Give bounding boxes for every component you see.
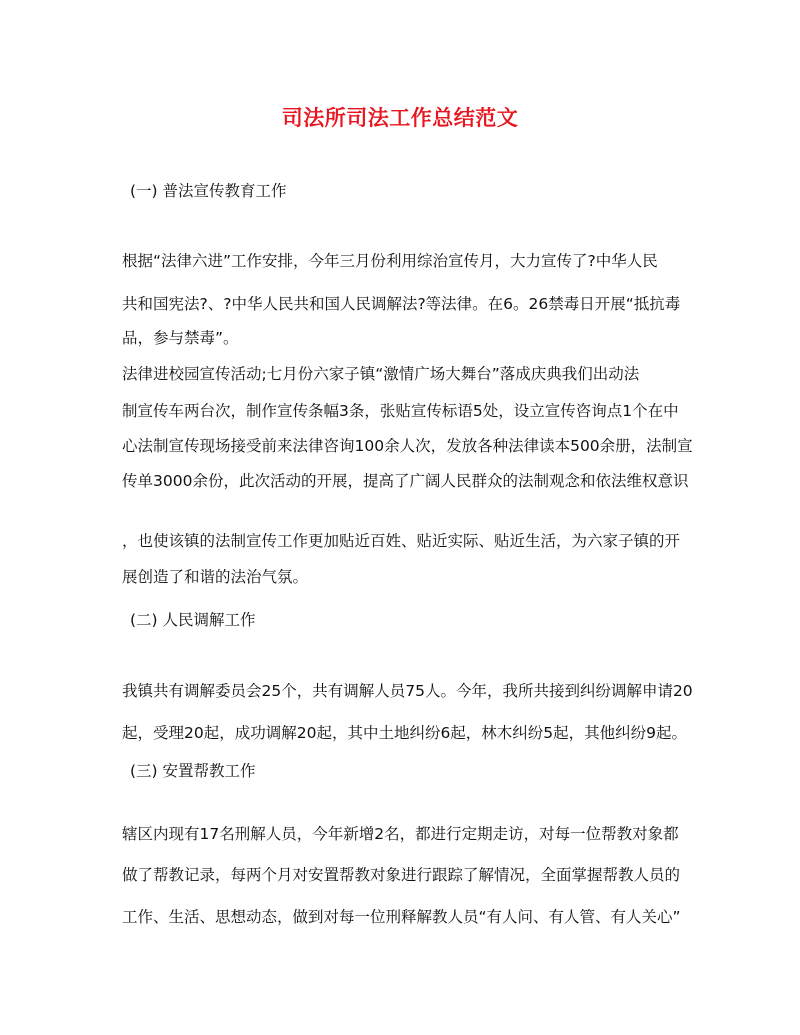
paragraph-line: 工作、生活、思想动态，做到对每一位刑释解教人员“有人问、有人管、有人关心” <box>122 908 681 926</box>
paragraph-line: 展创造了和谐的法治气氛。 <box>122 568 309 586</box>
paragraph-line: 法律进校园宣传活动;七月份六家子镇“激情广场大舞台”落成庆典我们出动法 <box>122 365 640 383</box>
document-title: 司法所司法工作总结范文 <box>281 106 519 130</box>
paragraph-line: 共和国宪法?、?中华人民共和国人民调解法?等法律。在6。26禁毒日开展“抵抗毒 <box>122 295 681 313</box>
section-heading-2: (二) 人民调解工作 <box>130 611 256 629</box>
section-heading-1: (一) 普法宣传教育工作 <box>130 182 287 200</box>
paragraph-line: 品，参与禁毒”。 <box>122 329 239 347</box>
section-heading-3: (三) 安置帮教工作 <box>130 762 256 780</box>
paragraph-line: 起，受理20起，成功调解20起，其中土地纠纷6起，林木纠纷5起，其他纠纷9起。 <box>122 724 688 742</box>
paragraph-line: 根据“法律六进”工作安排，今年三月份利用综治宣传月，大力宣传了?中华人民 <box>122 252 658 270</box>
paragraph-line: 我镇共有调解委员会25个，共有调解人员75人。今年，我所共接到纠纷调解申请20 <box>122 682 693 700</box>
paragraph-line: ，也使该镇的法制宣传工作更加贴近百姓、贴近实际、贴近生活，为六家子镇的开 <box>122 532 681 550</box>
paragraph-line: 辖区内现有17名刑解人员，今年新增2名，都进行定期走访，对每一位帮教对象都 <box>122 825 679 843</box>
paragraph-line: 传单3000余份，此次活动的开展，提高了广阔人民群众的法制观念和依法维权意识 <box>122 472 689 490</box>
paragraph-line: 做了帮教记录，每两个月对安置帮教对象进行跟踪了解情况，全面掌握帮教人员的 <box>122 866 681 884</box>
paragraph-line: 制宣传车两台次，制作宣传条幅3条，张贴宣传标语5处，设立宣传咨询点1个在中 <box>122 402 679 420</box>
paragraph-line: 心法制宣传现场接受前来法律咨询100余人次，发放各种法律读本500余册，法制宣 <box>122 437 693 455</box>
